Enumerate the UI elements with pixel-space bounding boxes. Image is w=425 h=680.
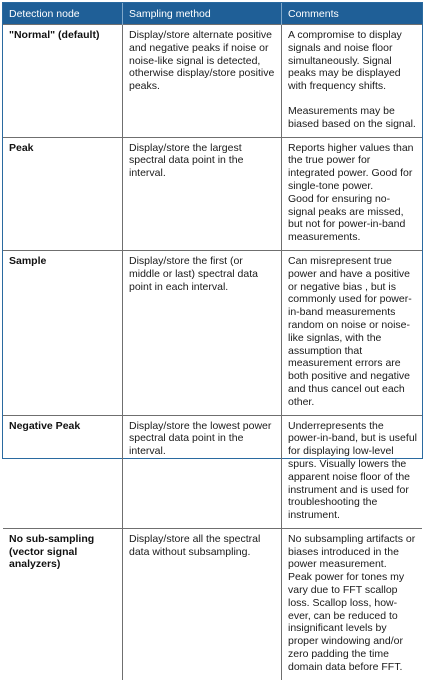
method-cell: Display/store the lowest power spectral data point in the interval. — [123, 415, 282, 528]
comment-paragraph: Good for ensuring no-signal peaks are missed, but not for power-in-band measurements. — [288, 192, 406, 244]
comments-cell — [282, 528, 423, 679]
table-row — [3, 528, 422, 679]
comment-paragraph: A compromise to display signals and noise floor simultaneously. Signal peaks may be displayed with frequency shifts. — [288, 29, 402, 93]
method-cell: Display/store the largest spectral data point in the interval. — [123, 137, 282, 250]
table-row — [3, 250, 422, 415]
mode-cell: No sub-sampling (vector signal analyzers) — [3, 528, 123, 679]
header-detection-node: Detection node — [3, 3, 123, 25]
table — [3, 3, 422, 680]
comments-cell — [282, 415, 423, 528]
method-cell: Display/store all the spectral data without subsampling. — [123, 528, 282, 679]
mode-cell: Peak — [3, 137, 123, 250]
detection-mode-table — [2, 2, 423, 673]
comment-paragraph: Underrepresents the power-in-band, but is useful for displaying low-level spurs. Visually lowers the apparent noise floor of the instrument and is used for troubleshooting the instrument. — [288, 419, 417, 522]
comment-paragraph: Can misrepresent true power and have a positive or negative bias , but is commonly used for power-in-band measurements random on noise or noise-like signlas, with the assumption that measurement errors are both positive and negative and thus cancel out each other. — [288, 254, 412, 408]
mode-cell: "Normal" (default) — [3, 25, 123, 138]
comments-cell — [282, 25, 423, 138]
table-row — [3, 137, 422, 250]
comment-paragraph: No subsampling artifacts or biases introduced in the power measurement. — [288, 532, 416, 571]
comment-paragraph: Measurements may be biased based on the signal. — [288, 104, 416, 130]
comments-cell — [282, 250, 423, 415]
header-comments: Comments — [282, 3, 423, 25]
table-row — [3, 25, 422, 138]
comment-paragraph: Reports higher values than the true power for integrated power. Good for single-tone power. — [288, 141, 414, 192]
mode-cell: Sample — [3, 250, 123, 415]
method-cell: Display/store alternate positive and negative peaks if noise or noise-like signal is detected, otherwise display/store positive peaks. — [123, 25, 282, 138]
header-row — [3, 3, 422, 25]
comments-cell — [282, 137, 423, 250]
table-row — [3, 415, 422, 528]
header-sampling-method: Sampling method — [123, 3, 282, 25]
method-cell: Display/store the first (or middle or last) spectral data point in each interval. — [123, 250, 282, 415]
comment-paragraph: Peak power for tones my vary due to FFT scallop loss. Scallop loss, how-ever, can be reduced to insignificant levels by proper windowing and/or zero padding the time domain data before FFT. — [288, 571, 405, 673]
mode-cell: Negative Peak — [3, 415, 123, 528]
